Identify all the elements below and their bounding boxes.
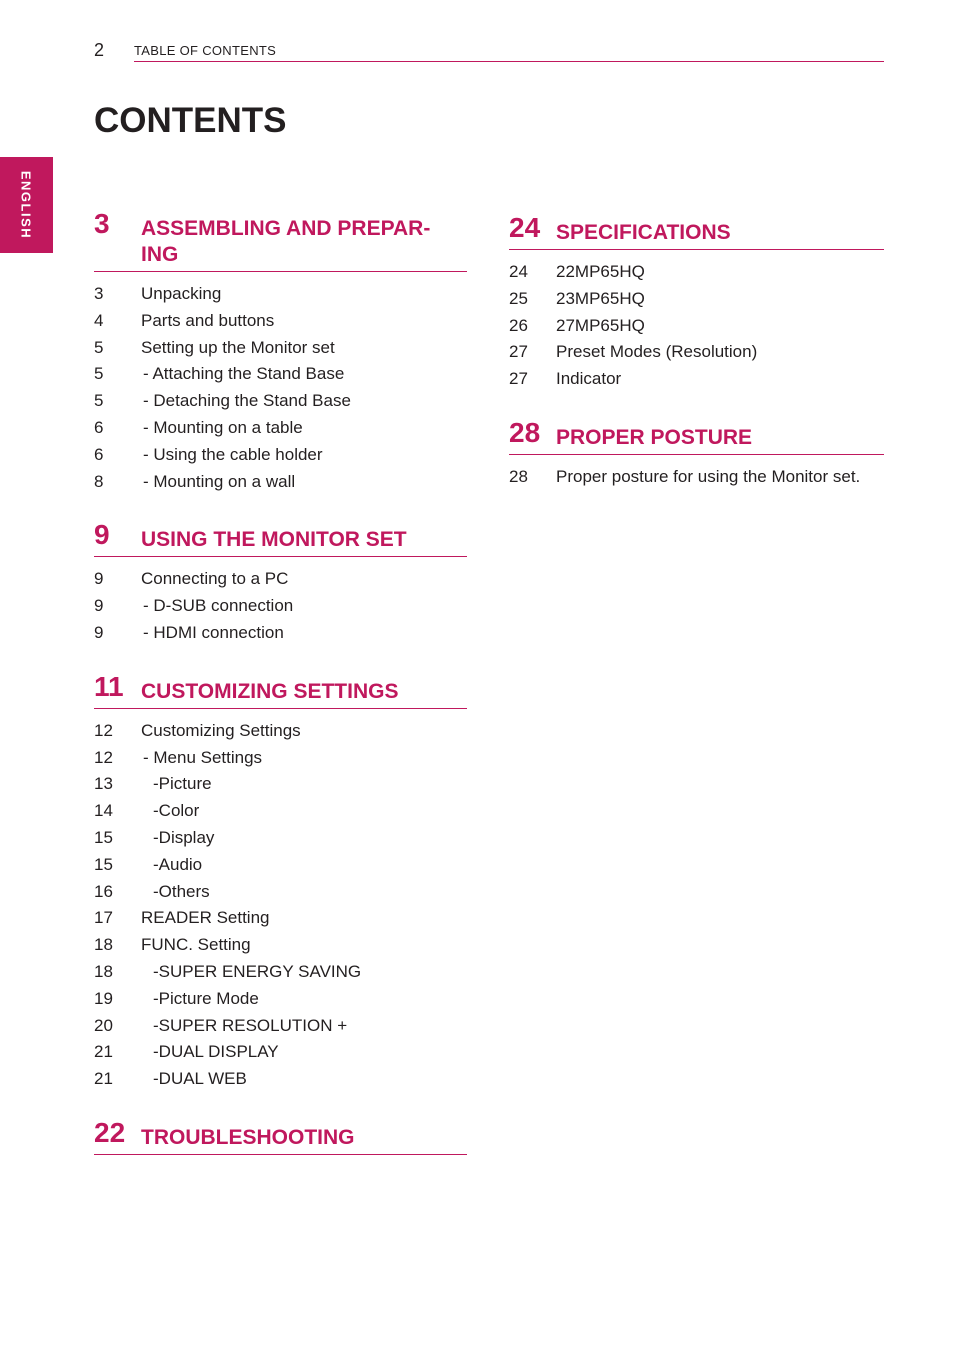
toc-section [509,417,884,491]
toc-entry[interactable] [94,308,467,335]
toc-entry-page: 19 [94,988,113,1008]
toc-entry-label: - HDMI connection [143,622,284,642]
toc-entry-label: 27MP65HQ [556,315,645,335]
toc-entry-page: 3 [94,284,104,303]
toc-entry-list [509,464,884,491]
toc-entry[interactable] [94,335,467,362]
toc-entry[interactable] [94,718,467,745]
toc-entry[interactable] [94,1013,467,1040]
toc-entry-page: 9 [94,596,104,616]
header-rule [134,61,884,62]
toc-entry-page: 5 [94,337,104,357]
toc-entry[interactable] [94,593,467,620]
toc-entry-page: 9 [94,622,104,642]
language-tab [0,157,53,253]
toc-entry-label: -SUPER ENERGY SAVING [153,961,362,981]
toc-entry-page: 25 [509,288,528,308]
toc-entry[interactable] [94,388,467,415]
section-title: ASSEMBLING AND PREPAR-ING [141,217,431,266]
toc-entry-page: 9 [94,569,104,589]
toc-entry-page: 15 [94,854,113,874]
toc-entry-label: -Picture [153,774,212,794]
toc-entry-label: Customizing Settings [141,720,301,740]
toc-entry-label: - Detaching the Stand Base [143,391,351,411]
toc-section [94,671,467,1093]
toc-entry-label: Setting up the Monitor set [141,337,335,357]
toc-entry[interactable] [509,366,884,393]
toc-entry[interactable] [94,281,467,308]
toc-entry-page: 12 [94,747,113,767]
toc-entry[interactable] [509,339,884,366]
toc-entry-label: -DUAL DISPLAY [153,1042,279,1062]
left-column [94,208,467,1179]
toc-entry-page: 14 [94,801,113,821]
toc-entry-page: 8 [94,471,104,491]
toc-entry-label: -Picture Mode [153,988,259,1008]
toc-section [94,519,467,646]
toc-entry-label: -Others [153,881,210,901]
toc-entry[interactable] [94,825,467,852]
toc-entry-page: 4 [94,310,104,330]
toc-entry-label: - Mounting on a table [143,417,303,437]
toc-entry[interactable] [94,566,467,593]
section-title: CUSTOMIZING SETTINGS [141,679,399,703]
toc-entry-page: 6 [94,444,104,464]
page-header [94,40,884,62]
section-heading[interactable] [94,519,467,557]
section-page-number: 11 [94,670,124,702]
toc-entry-page: 6 [94,417,104,437]
toc-entry[interactable] [94,745,467,772]
toc-entry-label: Connecting to a PC [141,569,289,589]
toc-entry[interactable] [509,259,884,286]
toc-entry-page: 21 [94,1042,113,1062]
toc-entry-label: -SUPER RESOLUTION + [153,1015,348,1035]
toc-entry-list [94,718,467,1093]
toc-entry-label: -Color [153,801,200,821]
toc-entry[interactable] [94,798,467,825]
toc-entry-label: - Attaching the Stand Base [143,364,345,384]
toc-entry-label: FUNC. Setting [141,935,251,955]
section-page-number: 22 [94,1116,126,1148]
toc-entry-page: 18 [94,961,113,981]
toc-entry[interactable] [94,852,467,879]
toc-entry-page: 12 [94,720,113,740]
toc-entry-list [509,259,884,393]
toc-entry-label: Proper posture for using the Monitor set. [556,466,861,486]
toc-entry-label: -DUAL WEB [153,1069,247,1089]
section-title: PROPER POSTURE [556,425,753,449]
toc-entry[interactable] [509,313,884,340]
section-title: SPECIFICATIONS [556,221,731,244]
section-heading[interactable] [94,671,467,709]
toc-entry-page: 5 [94,364,104,384]
toc-entry-page: 15 [94,827,113,847]
section-heading[interactable] [94,1117,467,1155]
toc-entry[interactable] [94,986,467,1013]
toc-entry-list [94,566,467,646]
toc-entry-page: 26 [509,315,528,335]
toc-entry-label: - D-SUB connection [143,596,294,616]
section-title: TROUBLESHOOTING [141,1125,355,1149]
toc-entry-label: READER Setting [141,908,270,928]
toc-entry[interactable] [94,361,467,388]
toc-entry[interactable] [94,469,467,496]
toc-entry-page: 27 [509,369,528,389]
section-title: USING THE MONITOR SET [141,528,407,552]
toc-entry-label: 22MP65HQ [556,262,645,281]
section-page-number: 24 [509,212,541,243]
toc-section [94,208,467,495]
section-heading[interactable] [509,212,884,250]
toc-entry-label: - Mounting on a wall [143,471,296,491]
toc-section [94,1117,467,1155]
toc-entry-label: Unpacking [141,284,222,303]
toc-entry[interactable] [94,879,467,906]
toc-entry-label: - Using the cable holder [143,444,323,464]
toc-entry-page: 18 [94,935,113,955]
toc-entry-page: 27 [509,342,528,362]
toc-entry[interactable] [94,442,467,469]
language-tab-label: ENGLISH [18,170,34,240]
toc-entry-page: 20 [94,1015,113,1035]
toc-entry[interactable] [94,905,467,932]
toc-entry[interactable] [509,286,884,313]
toc-entry[interactable] [94,932,467,959]
section-heading[interactable] [94,208,467,272]
right-column [509,212,884,515]
toc-entry-label: 23MP65HQ [556,288,645,308]
section-page-number: 9 [94,519,110,551]
toc-entry[interactable] [94,1066,467,1093]
section-page-number: 28 [509,416,541,448]
toc-entry-page: 28 [509,466,528,486]
toc-entry-list [94,281,467,495]
page-number: 2 [94,40,105,60]
section-page-number: 3 [94,208,110,239]
toc-entry-page: 16 [94,881,113,901]
toc-entry-label: - Menu Settings [143,747,263,767]
toc-entry-page: 5 [94,391,104,411]
section-heading[interactable] [509,417,884,455]
toc-entry[interactable] [94,771,467,798]
toc-entry-label: -Audio [153,854,203,874]
toc-entry-page: 24 [509,262,528,281]
toc-entry[interactable] [94,620,467,647]
toc-entry[interactable] [94,959,467,986]
toc-entry[interactable] [509,464,884,491]
toc-section [509,212,884,393]
running-title: TABLE OF CONTENTS [134,43,277,58]
toc-entry-label: Preset Modes (Resolution) [556,342,758,362]
toc-entry[interactable] [94,415,467,442]
toc-entry-label: Indicator [556,369,622,389]
toc-entry-page: 17 [94,908,113,928]
toc-entry-page: 13 [94,774,113,794]
toc-entry[interactable] [94,1039,467,1066]
page-title: CONTENTS [94,101,287,140]
toc-entry-label: -Display [153,827,215,847]
toc-entry-label: Parts and buttons [141,310,275,330]
toc-entry-page: 21 [94,1069,113,1089]
